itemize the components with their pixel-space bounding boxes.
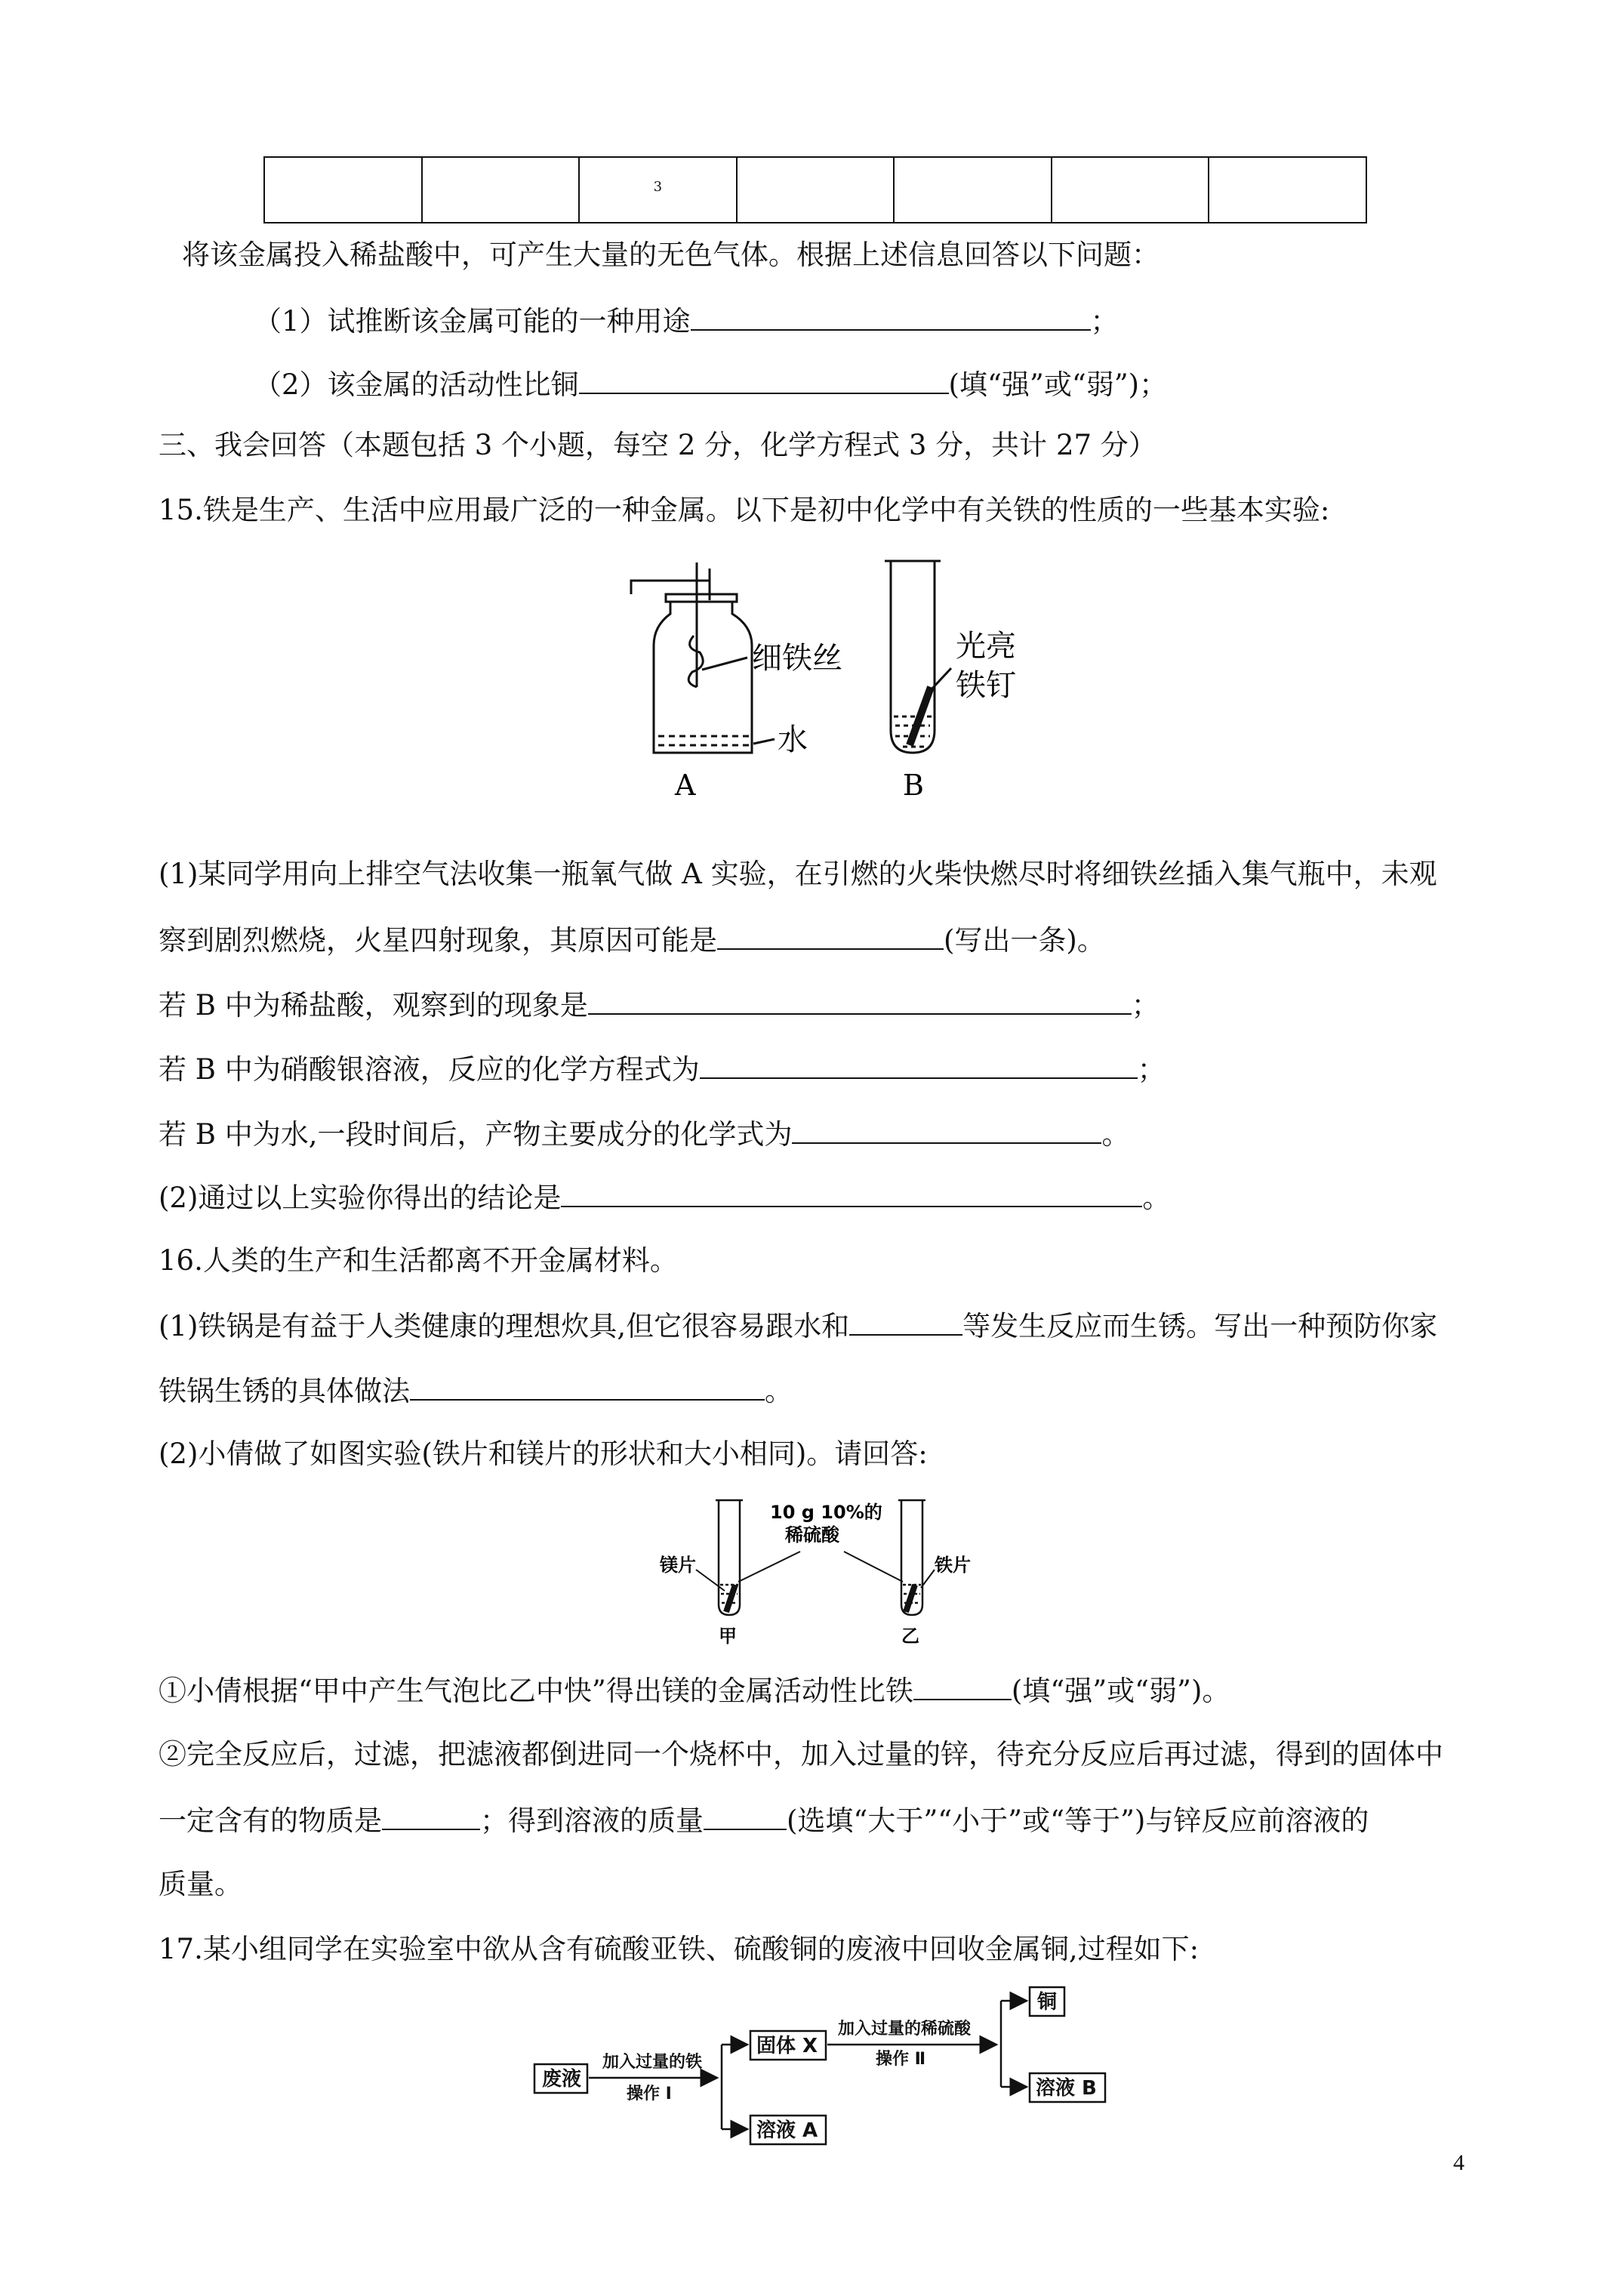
node-solid-x: 固体 X <box>756 2035 818 2057</box>
question-16-1a <box>159 1308 1437 1343</box>
question-15-1b <box>159 923 1105 957</box>
table-cell <box>1209 157 1366 223</box>
table-cell <box>1052 157 1209 223</box>
caption-a: A <box>675 769 696 802</box>
answer-blank[interactable] <box>382 1803 480 1830</box>
page-number: 4 <box>1453 2150 1464 2175</box>
table-cell <box>422 157 580 223</box>
answer-blank[interactable] <box>561 1180 1142 1207</box>
question-16-1b <box>159 1373 793 1408</box>
label-fe-strip: 铁片 <box>935 1555 971 1576</box>
question-16-c2c: 质量。 <box>159 1868 242 1900</box>
question-15-1a: (1)某同学用向上排空气法收集一瓶氧气做 A 实验，在引燃的火柴快燃尽时将细铁丝插入集气瓶中，未观 <box>159 858 1437 890</box>
node-solution-b: 溶液 B <box>1036 2077 1097 2100</box>
answer-blank[interactable] <box>410 1373 765 1401</box>
question-16-1b-text: 铁锅生锈的具体做法 <box>159 1375 410 1407</box>
label-jia: 甲 <box>719 1626 737 1647</box>
test-tube-icon <box>885 561 951 753</box>
question-15-1b-end: (写出一条)。 <box>944 924 1105 957</box>
node-copper: 铜 <box>1037 1991 1058 2014</box>
question-15-2-text: (2)通过以上实验你得出的结论是 <box>159 1182 562 1214</box>
answer-blank[interactable] <box>691 304 1091 331</box>
question-15-agno3 <box>159 1052 1166 1086</box>
question-2-end: (填“强”或“弱”)； <box>948 368 1168 401</box>
question-16-c2b <box>159 1803 1369 1838</box>
question-15-1b-text: 察到剧烈燃烧，火星四射现象，其原因可能是 <box>159 924 717 957</box>
question-16: 16.人类的生产和生活都离不开金属材料。 <box>159 1244 678 1277</box>
question-15-water-end: 。 <box>1101 1118 1130 1151</box>
answer-blank[interactable] <box>849 1308 962 1336</box>
answer-blank[interactable] <box>792 1117 1101 1144</box>
question-15-agno3-text: 若 B 中为硝酸银溶液，反应的化学方程式为 <box>159 1053 700 1086</box>
question-16-c2a: ②完全反应后，过滤，把滤液都倒进同一个烧杯中，加入过量的锌，待充分反应后再过滤，得到的固体中 <box>159 1738 1443 1771</box>
section-heading: 三、我会回答（本题包括 3 个小题，每空 2 分，化学方程式 3 分，共计 27 分） <box>159 429 1156 461</box>
question-16-c1 <box>159 1673 1230 1708</box>
step1-reagent: 加入过量的铁 <box>602 2053 703 2072</box>
caption-b: B <box>903 769 924 802</box>
table-cell <box>894 157 1052 223</box>
question-16-1b-end: 。 <box>765 1375 793 1407</box>
test-tube-jia-icon <box>716 1500 743 1615</box>
question-16-c1-end: (填“强”或“弱”)。 <box>1011 1675 1230 1707</box>
metal-activity-figure <box>649 1491 996 1650</box>
answer-blank[interactable] <box>717 923 944 950</box>
label-yi: 乙 <box>901 1626 919 1647</box>
question-17: 17.某小组同学在实验室中欲从含有硫酸亚铁、硫酸铜的废液中回收金属铜,过程如下: <box>159 1933 1200 1965</box>
table-cell <box>737 157 895 223</box>
node-waste-liquid: 废液 <box>542 2068 582 2091</box>
question-16-c2b-text: 一定含有的物质是 <box>159 1804 382 1837</box>
label-fine-iron-wire: 细铁丝 <box>752 641 842 676</box>
question-16-2: (2)小倩做了如图实验(铁片和镁片的形状和大小相同)。请回答: <box>159 1438 928 1470</box>
answer-blank[interactable] <box>700 1052 1138 1079</box>
label-bright: 光亮 <box>956 629 1016 664</box>
question-15-water <box>159 1117 1129 1151</box>
step1-operation: 操作 Ⅰ <box>627 2085 672 2103</box>
intro-paragraph: 将该金属投入稀盐酸中，可产生大量的无色气体。根据上述信息回答以下问题： <box>182 239 1160 271</box>
question-16-1a-end: 等发生反应而生锈。写出一种预防你家 <box>962 1310 1438 1342</box>
question-15-water-text: 若 B 中为水,一段时间后，产物主要成分的化学式为 <box>159 1118 793 1151</box>
question-15-hcl <box>159 988 1160 1022</box>
step2-reagent: 加入过量的稀硫酸 <box>838 2020 972 2039</box>
label-mg-strip: 镁片 <box>660 1555 696 1576</box>
label-acid-amount: 10 g 10%的 <box>770 1502 882 1523</box>
answer-blank[interactable] <box>579 367 949 394</box>
question-1-end: ； <box>1090 305 1119 337</box>
step2-operation: 操作 Ⅱ <box>876 2050 926 2069</box>
question-16-c2b-end: (选填“大于”“小于”或“等于”)与锌反应前溶液的 <box>787 1804 1369 1837</box>
question-15-agno3-end: ； <box>1137 1053 1166 1086</box>
question-15-2 <box>159 1180 1170 1215</box>
data-table <box>263 156 1367 223</box>
question-16-1a-text: (1)铁锅是有益于人类健康的理想炊具,但它很容易跟水和 <box>159 1310 850 1342</box>
answer-blank[interactable] <box>704 1803 787 1830</box>
question-15-2-end: 。 <box>1142 1182 1171 1214</box>
label-iron-nail: 铁钉 <box>956 668 1016 703</box>
answer-blank[interactable] <box>588 988 1132 1015</box>
answer-blank[interactable] <box>913 1673 1012 1700</box>
question-2-text: （2）该金属的活动性比铜 <box>254 368 579 401</box>
question-1-text: （1）试推断该金属可能的一种用途 <box>254 305 691 337</box>
question-1 <box>254 304 1119 338</box>
iron-experiment-figure <box>619 555 1042 815</box>
question-16-c1-text: ①小倩根据“甲中产生气泡比乙中快”得出镁的金属活动性比铁 <box>159 1675 913 1707</box>
question-15-hcl-end: ； <box>1131 989 1160 1022</box>
label-dilute-sulfuric-acid: 稀硫酸 <box>785 1524 839 1546</box>
table-row <box>264 157 1366 223</box>
question-15-hcl-text: 若 B 中为稀盐酸，观察到的现象是 <box>159 989 588 1022</box>
question-16-c2b-mid: ；得到溶液的质量 <box>480 1804 704 1837</box>
node-solution-a: 溶液 A <box>756 2119 818 2142</box>
table-cell: 3 <box>579 157 737 223</box>
label-water: 水 <box>778 723 808 757</box>
table-cell <box>264 157 422 223</box>
test-tube-yi-icon <box>898 1500 925 1615</box>
question-15: 15.铁是生产、生活中应用最广泛的一种金属。以下是初中化学中有关铁的性质的一些基本实验: <box>159 494 1330 526</box>
copper-recovery-flowchart <box>528 1978 1117 2152</box>
question-2 <box>254 367 1167 402</box>
